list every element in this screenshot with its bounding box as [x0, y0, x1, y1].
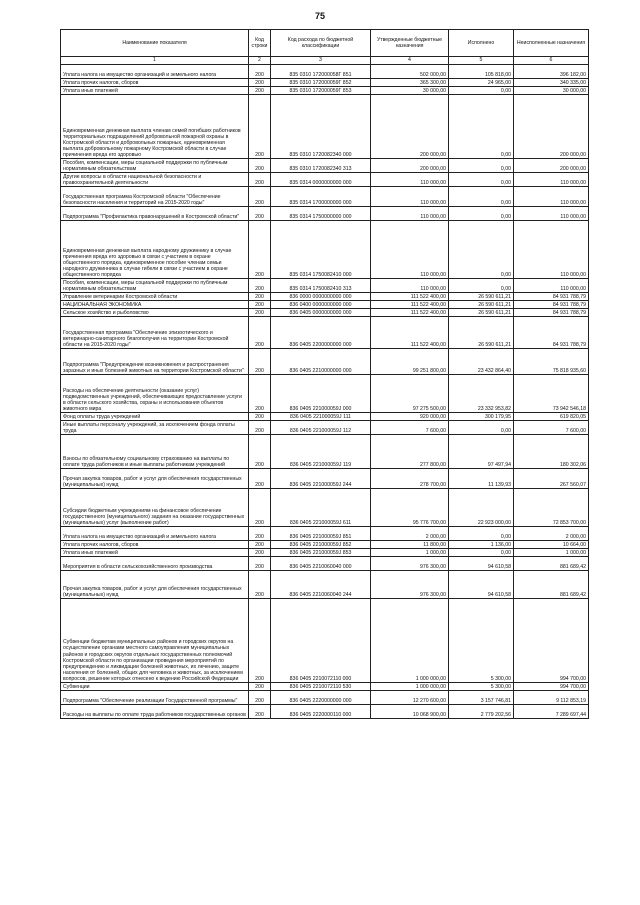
row-line-code: 200: [249, 375, 271, 413]
row-budget-classification: 835 0310 172000058Г 851: [271, 65, 371, 79]
row-budget-classification: 836 0405 221000059Ј 111: [271, 413, 371, 421]
table-row: [61, 489, 589, 527]
row-indicator-name: Сельское хозяйство и рыболовство: [61, 309, 249, 317]
column-number: 4: [371, 57, 449, 65]
row-budget-classification: 836 0000 0000000000 000: [271, 293, 371, 301]
row-executed-amount: 0,00: [449, 187, 514, 207]
row-approved-amount: 99 251 800,00: [371, 349, 449, 375]
row-approved-amount: 2 000,00: [371, 527, 449, 541]
row-budget-classification: 836 0405 2220000110 000: [271, 705, 371, 719]
row-indicator-name: Пособия, компенсации, меры социальной поддержки по публичным нормативным обязательствам: [61, 159, 249, 173]
table-row: [61, 691, 589, 705]
row-line-code: 200: [249, 691, 271, 705]
row-approved-amount: 1 000,00: [371, 549, 449, 557]
row-approved-amount: 111 522 400,00: [371, 301, 449, 309]
row-executed-amount: 105 818,00: [449, 65, 514, 79]
table-body: [61, 65, 589, 719]
row-line-code: 200: [249, 221, 271, 279]
row-executed-amount: 5 300,00: [449, 683, 514, 691]
row-executed-amount: 26 590 611,21: [449, 293, 514, 301]
table-row: [61, 435, 589, 469]
table-row: [61, 557, 589, 571]
row-unexecuted-amount: 7 600,00: [514, 421, 589, 435]
row-budget-classification: 835 0310 1720082340 000: [271, 95, 371, 159]
table-row: [61, 571, 589, 599]
row-executed-amount: 97 497,94: [449, 435, 514, 469]
row-executed-amount: 23 432 864,40: [449, 349, 514, 375]
row-budget-classification: 836 0405 221000059Ј 852: [271, 541, 371, 549]
row-line-code: 200: [249, 705, 271, 719]
row-unexecuted-amount: 396 182,00: [514, 65, 589, 79]
row-executed-amount: 11 139,93: [449, 469, 514, 489]
column-number: 3: [271, 57, 371, 65]
row-budget-classification: 835 0310 1720082340 313: [271, 159, 371, 173]
row-executed-amount: 300 179,95: [449, 413, 514, 421]
row-indicator-name: Уплата иных платежей: [61, 549, 249, 557]
row-executed-amount: 0,00: [449, 159, 514, 173]
row-unexecuted-amount: 73 942 546,18: [514, 375, 589, 413]
table-row: [61, 221, 589, 279]
column-number: 6: [514, 57, 589, 65]
row-executed-amount: 0,00: [449, 221, 514, 279]
page-number: 75: [314, 11, 325, 21]
row-approved-amount: 365 300,00: [371, 79, 449, 87]
header-indicator-name: Наименование показателя: [61, 30, 249, 57]
table-row: [61, 207, 589, 221]
row-indicator-name: Прочая закупка товаров, работ и услуг для обеспечения государственных (муниципальных) нужд: [61, 571, 249, 599]
row-executed-amount: 5 300,00: [449, 599, 514, 683]
table-row: [61, 293, 589, 301]
table-row: [61, 469, 589, 489]
header-approved: Утвержденные бюджетные назначения: [371, 30, 449, 57]
row-line-code: 200: [249, 309, 271, 317]
row-line-code: 200: [249, 301, 271, 309]
row-executed-amount: 94 610,58: [449, 571, 514, 599]
row-line-code: 200: [249, 349, 271, 375]
row-budget-classification: 836 0405 221000059Ј 112: [271, 421, 371, 435]
row-unexecuted-amount: 30 000,00: [514, 87, 589, 95]
row-executed-amount: 0,00: [449, 527, 514, 541]
row-indicator-name: Единовременная денежная выплата членам семей погибших работников территориальных подразделений добровольной пожарной охраны в Костромской области и добровольных пожарных, единовременная выплата добровольному пожарному Костромской области в случае причинения вреда его здоровью: [61, 95, 249, 159]
row-indicator-name: Уплата иных платежей: [61, 87, 249, 95]
row-line-code: 200: [249, 469, 271, 489]
row-unexecuted-amount: 200 000,00: [514, 95, 589, 159]
row-approved-amount: 11 800,00: [371, 541, 449, 549]
table-row: [61, 317, 589, 349]
table-row: [61, 173, 589, 187]
row-budget-classification: 836 0400 0000000000 000: [271, 301, 371, 309]
row-indicator-name: Субвенции: [61, 683, 249, 691]
row-approved-amount: 111 522 400,00: [371, 293, 449, 301]
row-indicator-name: Субсидии бюджетным учреждениям на финансовое обеспечение государственного (муниципального) задания на оказание государственных (муниципальных) услуг (выполнение работ): [61, 489, 249, 527]
table-row: [61, 65, 589, 79]
row-indicator-name: Подпрограмма "Профилактика правонарушений в Костромской области": [61, 207, 249, 221]
row-indicator-name: Государственная программа "Обеспечение эпизоотического и ветеринарно-санитарного благополучия на территории Костромской области на 2015-2020 годы": [61, 317, 249, 349]
row-unexecuted-amount: 75 818 935,60: [514, 349, 589, 375]
row-indicator-name: Управление ветеринарии Костромской области: [61, 293, 249, 301]
row-line-code: 200: [249, 571, 271, 599]
row-indicator-name: Единовременная денежная выплата народному дружиннику в случае причинения вреда его здоровью в связи с участием в охране общественного порядка, единовременное пособие членам семьи народного дружинника в случае гибели в связи с участием в охране общественного порядка: [61, 221, 249, 279]
row-executed-amount: 0,00: [449, 549, 514, 557]
row-indicator-name: Мероприятия в области сельскохозяйственного производства: [61, 557, 249, 571]
row-indicator-name: Подпрограмма "Предупреждение возникновения и распространения заразных и иных болезней животных на территории Костромской области": [61, 349, 249, 375]
row-indicator-name: Взносы по обязательному социальному страхованию на выплаты по оплате труда работников и иные выплаты работникам учреждений: [61, 435, 249, 469]
row-unexecuted-amount: 84 931 788,79: [514, 309, 589, 317]
row-unexecuted-amount: 267 560,07: [514, 469, 589, 489]
row-executed-amount: 2 779 202,56: [449, 705, 514, 719]
row-approved-amount: 200 000,00: [371, 95, 449, 159]
row-line-code: 200: [249, 549, 271, 557]
row-budget-classification: 836 0405 2210072110 000: [271, 599, 371, 683]
row-unexecuted-amount: 7 289 697,44: [514, 705, 589, 719]
row-indicator-name: Уплата налога на имущество организаций и земельного налога: [61, 527, 249, 541]
row-approved-amount: 277 800,00: [371, 435, 449, 469]
row-budget-classification: 836 0405 221000059Ј 851: [271, 527, 371, 541]
row-line-code: 200: [249, 95, 271, 159]
row-unexecuted-amount: 84 931 788,79: [514, 301, 589, 309]
row-approved-amount: 97 275 500,00: [371, 375, 449, 413]
row-budget-classification: 835 0310 172000059Г 852: [271, 79, 371, 87]
row-executed-amount: 0,00: [449, 421, 514, 435]
row-budget-classification: 835 0314 1750082410 000: [271, 221, 371, 279]
row-unexecuted-amount: 10 664,00: [514, 541, 589, 549]
row-unexecuted-amount: 2 000,00: [514, 527, 589, 541]
row-line-code: 200: [249, 413, 271, 421]
row-unexecuted-amount: 619 820,05: [514, 413, 589, 421]
row-budget-classification: 836 0405 2210000000 000: [271, 349, 371, 375]
row-budget-classification: 836 0405 221000059Ј 853: [271, 549, 371, 557]
row-line-code: 200: [249, 65, 271, 79]
row-budget-classification: 836 0405 2200000000 000: [271, 317, 371, 349]
row-budget-classification: 836 0405 221000059Ј 611: [271, 489, 371, 527]
row-executed-amount: 3 157 746,81: [449, 691, 514, 705]
row-unexecuted-amount: 110 000,00: [514, 187, 589, 207]
row-indicator-name: НАЦИОНАЛЬНАЯ ЭКОНОМИКА: [61, 301, 249, 309]
row-approved-amount: 976 300,00: [371, 557, 449, 571]
column-number: 1: [61, 57, 249, 65]
row-line-code: 200: [249, 557, 271, 571]
row-approved-amount: 1 000 000,00: [371, 683, 449, 691]
row-approved-amount: 920 000,00: [371, 413, 449, 421]
row-unexecuted-amount: 110 000,00: [514, 221, 589, 279]
table-row: [61, 599, 589, 683]
row-line-code: 200: [249, 683, 271, 691]
row-indicator-name: Прочая закупка товаров, работ и услуг для обеспечения государственных (муниципальных) нужд: [61, 469, 249, 489]
table-row: [61, 705, 589, 719]
row-budget-classification: 835 0314 1750000000 000: [271, 207, 371, 221]
row-approved-amount: 111 522 400,00: [371, 317, 449, 349]
row-budget-classification: 836 0405 221000059Ј 244: [271, 469, 371, 489]
row-unexecuted-amount: 72 853 700,00: [514, 489, 589, 527]
row-budget-classification: 835 0310 172000059Г 853: [271, 87, 371, 95]
row-line-code: 200: [249, 317, 271, 349]
table-row: [61, 683, 589, 691]
row-approved-amount: 10 068 900,00: [371, 705, 449, 719]
row-line-code: 200: [249, 187, 271, 207]
table-row: [61, 95, 589, 159]
row-budget-classification: 836 0405 2210060040 000: [271, 557, 371, 571]
row-indicator-name: Расходы на выплаты по оплате труда работников государственных органов: [61, 705, 249, 719]
table-row: [61, 87, 589, 95]
header-unexecuted: Неисполненные назначения: [514, 30, 589, 57]
row-executed-amount: 24 965,00: [449, 79, 514, 87]
row-executed-amount: 26 590 611,21: [449, 309, 514, 317]
row-executed-amount: 0,00: [449, 95, 514, 159]
row-line-code: 200: [249, 207, 271, 221]
column-number: 5: [449, 57, 514, 65]
header-line-code: Код строки: [249, 30, 271, 57]
row-unexecuted-amount: 110 000,00: [514, 207, 589, 221]
row-indicator-name: Подпрограмма "Обеспечение реализации Государственной программы": [61, 691, 249, 705]
table-row: [61, 375, 589, 413]
row-approved-amount: 1 000 000,00: [371, 599, 449, 683]
row-unexecuted-amount: 84 931 788,79: [514, 293, 589, 301]
row-budget-classification: 835 0314 1700000000 000: [271, 187, 371, 207]
row-indicator-name: Другие вопросы в области национальной безопасности и правоохранительной деятельности: [61, 173, 249, 187]
row-line-code: 200: [249, 421, 271, 435]
table-row: [61, 541, 589, 549]
row-line-code: 200: [249, 173, 271, 187]
row-line-code: 200: [249, 279, 271, 293]
row-indicator-name: Субвенции бюджетам муниципальных районов и городских округов на осуществление органами местного самоуправления муниципальных районов и городских округов отдельных государственных полномочий Костромской области по организации проведения мероприятий по предупреждению и ликвидации болезней животных, их лечению, защите населения от болезней, общих для человека и животных, за исключением вопросов, решение которых отнесено к ведению Российской Федерации: [61, 599, 249, 683]
row-indicator-name: Пособия, компенсации, меры социальной поддержки по публичным нормативным обязательствам: [61, 279, 249, 293]
row-approved-amount: 110 000,00: [371, 221, 449, 279]
row-line-code: 200: [249, 87, 271, 95]
row-unexecuted-amount: 994 700,00: [514, 683, 589, 691]
header-executed: Исполнено: [449, 30, 514, 57]
row-approved-amount: 7 600,00: [371, 421, 449, 435]
row-budget-classification: 836 0405 221000059Ј 000: [271, 375, 371, 413]
row-executed-amount: 0,00: [449, 173, 514, 187]
row-executed-amount: 1 136,00: [449, 541, 514, 549]
row-approved-amount: 110 000,00: [371, 207, 449, 221]
row-line-code: 200: [249, 599, 271, 683]
row-unexecuted-amount: 994 700,00: [514, 599, 589, 683]
row-approved-amount: 502 000,00: [371, 65, 449, 79]
row-unexecuted-amount: 110 000,00: [514, 279, 589, 293]
row-budget-classification: 836 0405 0000000000 000: [271, 309, 371, 317]
row-approved-amount: 976 300,00: [371, 571, 449, 599]
column-numbers-row: [61, 57, 589, 65]
row-indicator-name: Уплата налога на имущество организаций и земельного налога: [61, 65, 249, 79]
row-budget-classification: 836 0405 2220000000 000: [271, 691, 371, 705]
row-line-code: 200: [249, 541, 271, 549]
budget-execution-table: [60, 29, 589, 719]
row-unexecuted-amount: 9 112 853,19: [514, 691, 589, 705]
row-executed-amount: 0,00: [449, 87, 514, 95]
row-budget-classification: 836 0405 2210072110 530: [271, 683, 371, 691]
table-row: [61, 279, 589, 293]
table-row: [61, 349, 589, 375]
row-approved-amount: 95 776 700,00: [371, 489, 449, 527]
row-executed-amount: 26 590 611,21: [449, 301, 514, 309]
row-approved-amount: 110 000,00: [371, 173, 449, 187]
row-unexecuted-amount: 110 000,00: [514, 173, 589, 187]
row-approved-amount: 12 270 600,00: [371, 691, 449, 705]
header-budget-classification: Код расхода по бюджетной классификации: [271, 30, 371, 57]
row-line-code: 200: [249, 159, 271, 173]
row-executed-amount: 26 590 611,21: [449, 317, 514, 349]
row-unexecuted-amount: 881 689,42: [514, 571, 589, 599]
row-unexecuted-amount: 1 000,00: [514, 549, 589, 557]
row-budget-classification: 835 0314 0000000000 000: [271, 173, 371, 187]
table-header-row: [61, 30, 589, 57]
table-row: [61, 413, 589, 421]
row-line-code: 200: [249, 435, 271, 469]
table-row: [61, 79, 589, 87]
row-unexecuted-amount: 881 689,42: [514, 557, 589, 571]
row-indicator-name: Иные выплаты персоналу учреждений, за исключением фонда оплаты труда: [61, 421, 249, 435]
row-indicator-name: Уплата прочих налогов, сборов: [61, 541, 249, 549]
row-line-code: 200: [249, 79, 271, 87]
row-budget-classification: 836 0405 221000059Ј 119: [271, 435, 371, 469]
row-indicator-name: Государственная программа Костромской области "Обеспечение безопасности населения и территорий на 2015-2020 годы": [61, 187, 249, 207]
row-approved-amount: 278 700,00: [371, 469, 449, 489]
row-unexecuted-amount: 84 931 788,79: [514, 317, 589, 349]
row-executed-amount: 0,00: [449, 279, 514, 293]
row-executed-amount: 0,00: [449, 207, 514, 221]
row-budget-classification: 835 0314 1750082410 313: [271, 279, 371, 293]
row-line-code: 200: [249, 527, 271, 541]
row-line-code: 200: [249, 489, 271, 527]
column-number: 2: [249, 57, 271, 65]
table-row: [61, 309, 589, 317]
row-indicator-name: Уплата прочих налогов, сборов: [61, 79, 249, 87]
row-approved-amount: 111 522 400,00: [371, 309, 449, 317]
row-budget-classification: 836 0405 2210060040 244: [271, 571, 371, 599]
row-unexecuted-amount: 340 335,00: [514, 79, 589, 87]
row-approved-amount: 110 000,00: [371, 279, 449, 293]
table-row: [61, 301, 589, 309]
row-executed-amount: 94 610,58: [449, 557, 514, 571]
row-indicator-name: Расходы на обеспечение деятельности (оказание услуг) подведомственных учреждений, обеспечивающих предоставление услуги в области сельского хозяйства, охраны и использования объектов животного мира: [61, 375, 249, 413]
row-line-code: 200: [249, 293, 271, 301]
row-unexecuted-amount: 200 000,00: [514, 159, 589, 173]
table-row: [61, 421, 589, 435]
table-row: [61, 187, 589, 207]
table-row: [61, 159, 589, 173]
row-executed-amount: 23 332 953,82: [449, 375, 514, 413]
row-approved-amount: 200 000,00: [371, 159, 449, 173]
row-unexecuted-amount: 180 302,06: [514, 435, 589, 469]
row-indicator-name: Фонд оплаты труда учреждений: [61, 413, 249, 421]
table-row: [61, 549, 589, 557]
row-approved-amount: 30 000,00: [371, 87, 449, 95]
row-approved-amount: 110 000,00: [371, 187, 449, 207]
table-row: [61, 527, 589, 541]
row-executed-amount: 22 923 000,00: [449, 489, 514, 527]
